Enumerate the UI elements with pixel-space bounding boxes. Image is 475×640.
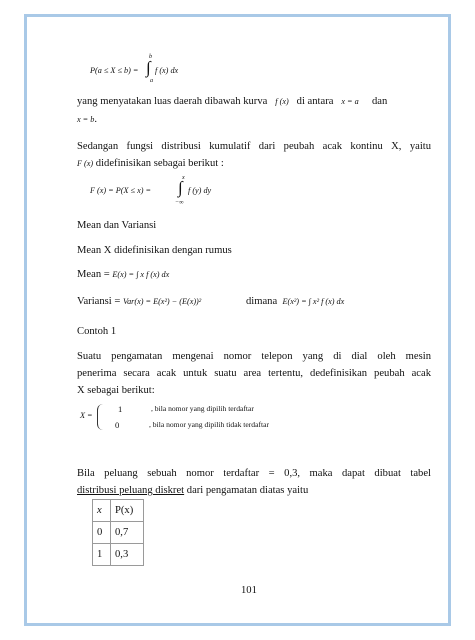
para1-fx: f (x): [275, 97, 289, 106]
table-header-row: [93, 500, 144, 522]
formula1-lhs: P(a ≤ X ≤ b) =: [90, 66, 139, 75]
variansi-formula: Var(x) = E(x²) − (E(x))²: [123, 297, 202, 306]
integral-symbol: ∫: [178, 178, 183, 197]
para1-xa: x = a: [341, 97, 359, 106]
page-number: 101: [241, 585, 257, 596]
formula2-lower-limit: −∞: [175, 199, 184, 206]
para3-line1: Suatu pengamatan mengenai nomor telepon yang di dial oleh mesin: [77, 351, 431, 362]
formula2-lhs: F (x) = P(X ≤ x) =: [90, 186, 152, 195]
dimana-label: dimana: [246, 296, 278, 307]
table-row: [93, 522, 144, 544]
cell-x: 0: [93, 522, 111, 544]
mean-definition: Mean X didefinisikan dengan rumus: [77, 245, 232, 256]
para1-text-b: di antara: [296, 96, 334, 107]
para1-line1: [77, 95, 387, 109]
para4-line2: [77, 484, 308, 498]
para4-line1: Bila peluang sebuah nomor terdaftar = 0,3, maka dapat dibuat tabel: [77, 468, 431, 479]
mean-line: [77, 268, 169, 282]
piecewise-condition-0: , bila nomor yang dipilih tidak terdaftar: [149, 420, 269, 429]
mean-label: Mean =: [77, 269, 110, 280]
probability-table: [92, 499, 144, 566]
piecewise-value-1: 1: [118, 404, 123, 414]
variansi-dimana: [246, 295, 344, 309]
para1-xb: x = b: [77, 115, 95, 124]
para1-end: .: [94, 114, 98, 125]
variansi-label: Variansi =: [77, 296, 121, 307]
contoh-heading: Contoh 1: [77, 326, 117, 337]
formula2-integrand: f (y) dy: [188, 186, 212, 195]
cell-px: 0,7: [111, 522, 144, 544]
header-x: x: [93, 500, 111, 522]
piecewise-condition-1: , bila nomor yang dipilih terdaftar: [151, 404, 254, 413]
para2-Fx: F (x): [77, 159, 94, 168]
para2-text: didefinisikan sebagai berikut :: [95, 158, 224, 169]
para3-line3: X sebagai berikut:: [77, 385, 155, 396]
para4-line2-rest: dari pengamatan diatas yaitu: [186, 485, 309, 496]
formula1-lower-limit: a: [150, 77, 154, 84]
mean-formula: E(x) = ∫ x f (x) dx: [112, 270, 170, 279]
table-row: [93, 544, 144, 566]
para3-line2: penerima secara acak untuk suatu area tertentu, dedefinisikan peubah acak: [77, 368, 431, 379]
formula1-upper-limit: b: [149, 53, 153, 60]
variansi-formula2: E(x²) = ∫ x² f (x) dx: [282, 297, 345, 306]
header-px: P(x): [111, 500, 144, 522]
integral-symbol: ∫: [146, 58, 151, 77]
cell-px: 0,3: [111, 544, 144, 566]
para2-line1: Sedangan fungsi distribusi kumulatif dari peubah acak kontinu X, yaitu: [77, 141, 431, 152]
para1-text-a: yang menyatakan luas daerah dibawah kurva: [77, 96, 268, 107]
distribution-link[interactable]: distribusi peluang diskret: [77, 485, 185, 496]
variansi-line: [77, 295, 201, 309]
para2-line2: [77, 157, 224, 171]
piecewise-value-0: 0: [115, 420, 120, 430]
piecewise-lhs: X =: [80, 411, 93, 420]
para1-line2: [77, 113, 97, 127]
heading-mean-variansi: Mean dan Variansi: [77, 220, 157, 231]
cell-x: 1: [93, 544, 111, 566]
formula2-upper-limit: x: [182, 174, 185, 181]
left-brace: [97, 404, 106, 430]
formula1-integrand: f (x) dx: [155, 66, 179, 75]
para1-text-c: dan: [371, 96, 388, 107]
